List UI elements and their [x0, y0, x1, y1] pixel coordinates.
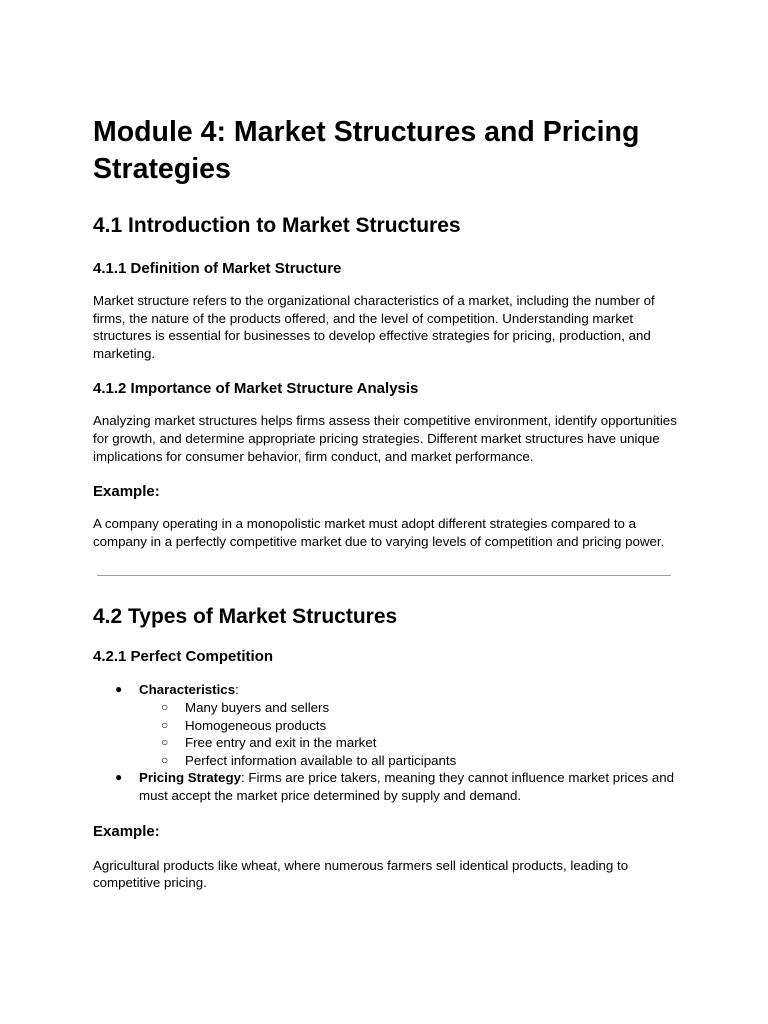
document-page: [93, 114, 683, 892]
characteristic-text: Homogeneous products: [185, 717, 327, 733]
definition-paragraph: Market structure refers to the organizational characteristics of a market, including the number of firms, the nature of the products offered, and the level of competition. Understanding market structures is essential for businesses to develop effective strategies for pricing, production, and marketing.: [93, 293, 655, 361]
example-paragraph-1: A company operating in a monopolistic market must adopt different strategies compared to a company in a perfectly competitive market due to varying levels of competition and pricing power.: [93, 516, 665, 549]
characteristic-text: Free entry and exit in the market: [185, 735, 377, 751]
circle-bullet-icon: ○: [161, 717, 169, 732]
list-item: [139, 717, 683, 735]
bullet-icon: ●: [115, 682, 123, 697]
characteristics-sublist: [139, 699, 683, 769]
section-4-2-heading: 4.2 Types of Market Structures: [93, 605, 398, 629]
subsection-4-1-2-heading: 4.1.2 Importance of Market Structure Analysis: [93, 380, 419, 398]
circle-bullet-icon: ○: [161, 752, 169, 767]
circle-bullet-icon: ○: [161, 699, 169, 714]
horizontal-divider: [97, 575, 671, 576]
list-item-characteristics: [93, 681, 683, 769]
perfect-competition-list: [93, 681, 683, 804]
bullet-icon: ●: [115, 770, 123, 785]
characteristic-text: Many buyers and sellers: [185, 699, 330, 715]
circle-bullet-icon: ○: [161, 735, 169, 750]
subsection-4-2-1-heading: 4.2.1 Perfect Competition: [93, 648, 274, 666]
characteristics-colon: :: [235, 682, 239, 698]
characteristics-label: Characteristics: [139, 682, 236, 698]
example-heading-1: Example:: [93, 483, 160, 501]
pricing-strategy-text: : Firms are price takers, meaning they cannot influence market prices and must accept the market price determined by supply and demand.: [139, 770, 675, 803]
characteristic-text: Perfect information available to all participants: [185, 752, 457, 768]
subsection-4-1-1-heading: 4.1.1 Definition of Market Structure: [93, 260, 342, 277]
page-title: Module 4: Market Structures and Pricing Strategies: [93, 116, 640, 185]
importance-paragraph: Analyzing market structures helps firms assess their competitive environment, identify opportunities for growth, and determine appropriate pricing strategies. Different market structures have unique implications for consumer behavior, firm conduct, and market performance.: [93, 413, 677, 464]
example-paragraph-2: Agricultural products like wheat, where numerous farmers sell identical products, leading to competitive pricing.: [93, 857, 629, 891]
list-item: [139, 734, 683, 752]
section-4-1-heading: 4.1 Introduction to Market Structures: [93, 214, 461, 237]
list-item-pricing-strategy: [93, 769, 683, 804]
list-item: [139, 699, 683, 717]
example-heading-2: Example:: [93, 822, 160, 840]
pricing-strategy-label: Pricing Strategy: [139, 770, 241, 786]
list-item: [139, 752, 683, 770]
